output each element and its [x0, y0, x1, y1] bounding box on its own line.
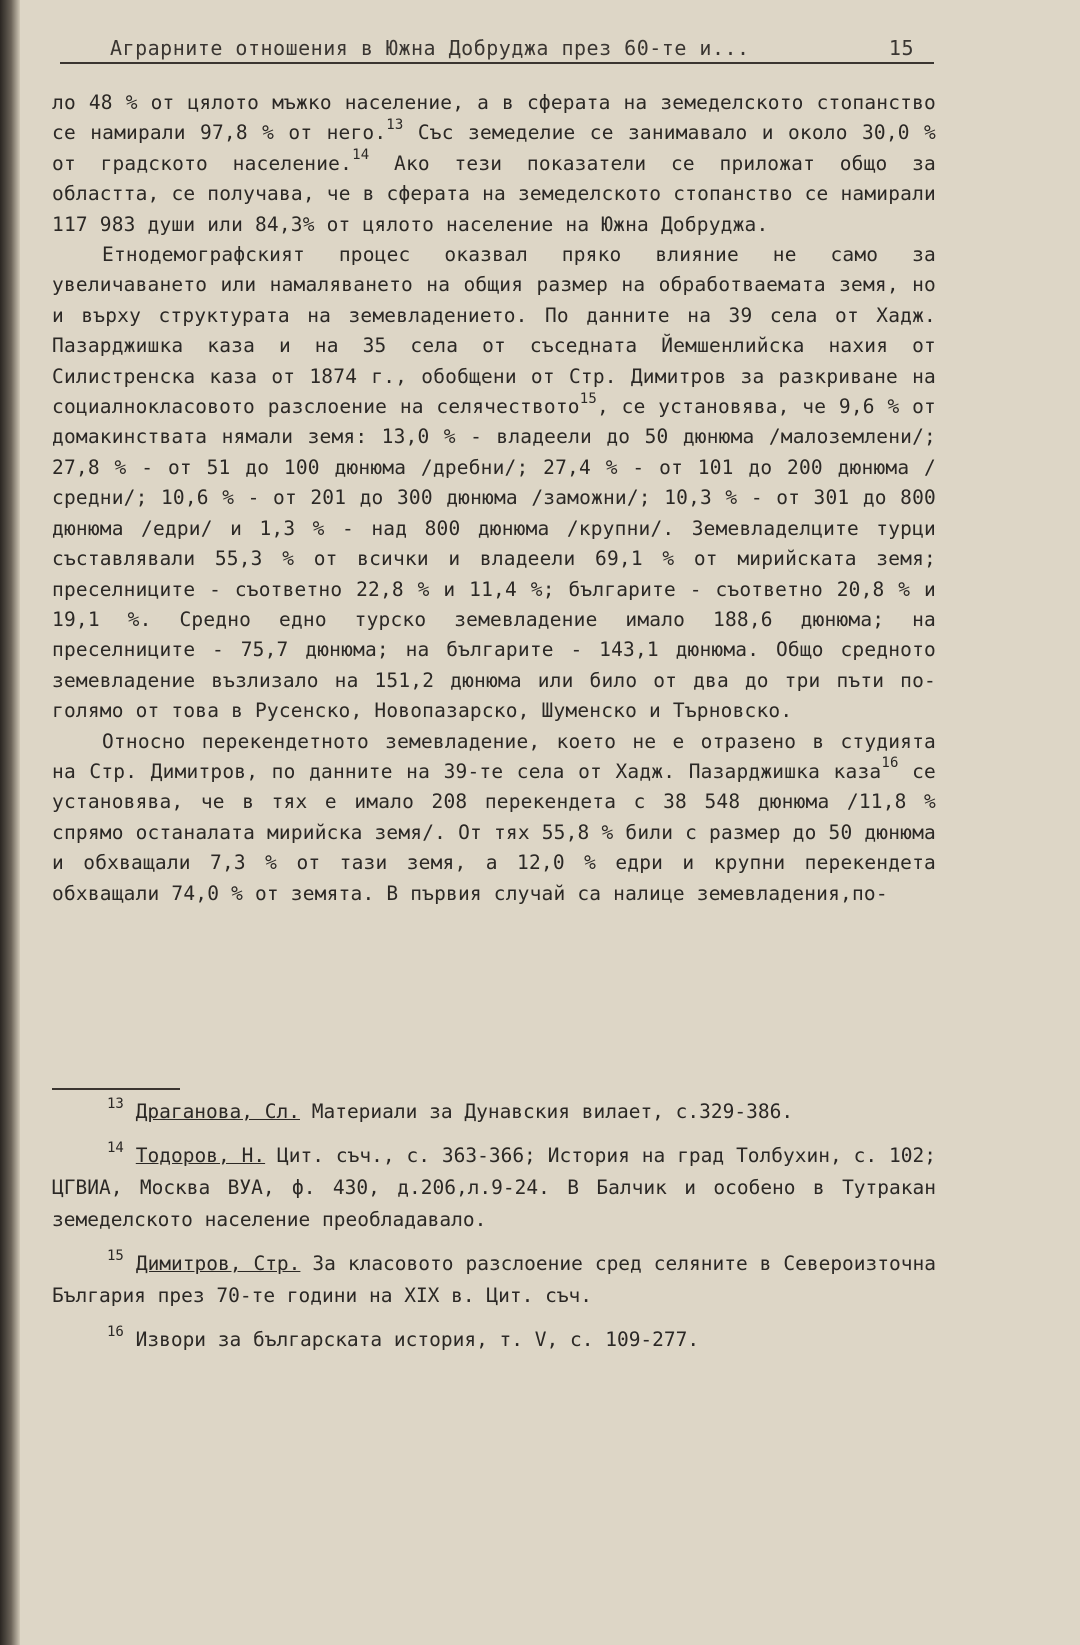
paragraph-text: Със земеделие се занимавало и около 30,0 % от градското население.: [52, 121, 936, 175]
footnote-text: Материали за Дунавския вилает, с.329-386.: [299, 1100, 794, 1123]
footnote-14: [52, 1140, 936, 1236]
footnote-ref: 14: [352, 147, 370, 164]
footnote-ref: 13: [386, 116, 404, 133]
footnote-text: Цит. съч., с. 363-366; История на град Толбухин, с. 102; ЦГВИА, Москва ВУА, ф. 430, д.206,л.9-24. В Балчик и особено в Тутракан земеделското население преобладавало.: [52, 1144, 936, 1231]
footnote-15: [52, 1248, 936, 1312]
paragraph-text: Етнодемографският процес оказвал пряко влияние не само за увеличаването или намаляването на общия размер на обработваемата земя, но и върху структурата на земевладението. По данните на 39 села от Хадж. Пазарджишка каза и на 35 села от съседната Йемшенлийска нахия от Силистренска каза от 1874 г., обобщени от Стр. Димитров за разкриване на социалнокласовото разслоение на селячеството: [52, 243, 936, 419]
footnote-number: 15: [107, 1247, 124, 1264]
main-text: [52, 88, 936, 909]
paragraph-1: [52, 88, 936, 240]
paragraph-2: [52, 240, 936, 727]
footnote-16: [52, 1324, 936, 1356]
footnote-13: [52, 1096, 936, 1128]
paragraph-text: ло 48 % от цялото мъжко население, а в сферата на земеделското стопанство се намирали 97,8 % от него.: [52, 91, 936, 145]
paragraph-text: , се установява, че 9,6 % от домакинствата нямали земя: 13,0 % - владеели до 50 дюнюма /малоземлени/; 27,8 % - от 51 до 100 дюнюма /дребни/; 27,4 % - от 101 до 200 дюнюма /средни/; 10,6 % - от 201 до 300 дюнюма /заможни/; 10,3 % - от 301 до 800 дюнюма /едри/ и 1,3 % - над 800 дюнюма /крупни/. Земевладелците турци съставлявали 55,3 % от всички и владеели 69,1 % от мирийската земя; преселниците - съответно 22,8 % и 11,4 %; българите - съответно 20,8 % и 19,1 %. Средно едно турско земевладение имало 188,6 дюнюма; на преселниците - 75,7 дюнюма; на българите - 143,1 дюнюма. Общо средното земевладение възлизало на 151,2 дюнюма или било от два до три пъти по-голямо от това в Русенско, Новопазарско, Шуменско и Търновско.: [52, 395, 936, 723]
page-number: 15: [888, 36, 914, 60]
paragraph-text: Ако тези показатели се приложат общо за областта, се получава, че в сферата на земеделското стопанство се намирали 117 983 души или 84,3% от цялото население на Южна Добруджа.: [52, 151, 936, 236]
paragraph-text: се установява, че в тях е имало 208 перекендета с 38 548 дюнюма /11,8 % спрямо останалата мирийска земя/. От тях 55,8 % били с размер до 50 дюнюма и обхващали 7,3 % от тази земя, а 12,0 % едри и крупни перекендета обхващали 74,0 % от земята. В първия случай са налице земевладения,по-: [52, 759, 936, 905]
footnote-ref: 15: [579, 390, 597, 407]
running-header: [60, 32, 934, 64]
footnote-author: Димитров, Стр.: [135, 1252, 301, 1275]
paragraph-3: [52, 727, 936, 909]
footnote-separator: [52, 1088, 180, 1090]
book-spine-shadow: [0, 0, 20, 1645]
footnote-text: Извори за българската история, т. V, с. 109-277.: [135, 1328, 700, 1351]
running-title: Аграрните отношения в Южна Добруджа през 60-те и...: [110, 36, 750, 60]
footnotes: [52, 1096, 936, 1368]
paragraph-text: Относно перекендетното земевладение, което не е отразено в студията на Стр. Димитров, по данните на 39-те села от Хадж. Пазарджишка каза: [52, 729, 936, 783]
footnote-ref: 16: [881, 755, 899, 772]
footnote-text: За класовото разслоение сред селяните в Североизточна България през 70-те години на XIX в. Цит. съч.: [52, 1252, 936, 1307]
footnote-number: 16: [107, 1323, 124, 1340]
footnote-number: 13: [107, 1095, 124, 1112]
footnote-author: Драганова, Сл.: [135, 1100, 300, 1123]
footnote-author: Тодоров, Н.: [135, 1144, 266, 1167]
footnote-number: 14: [107, 1139, 124, 1156]
